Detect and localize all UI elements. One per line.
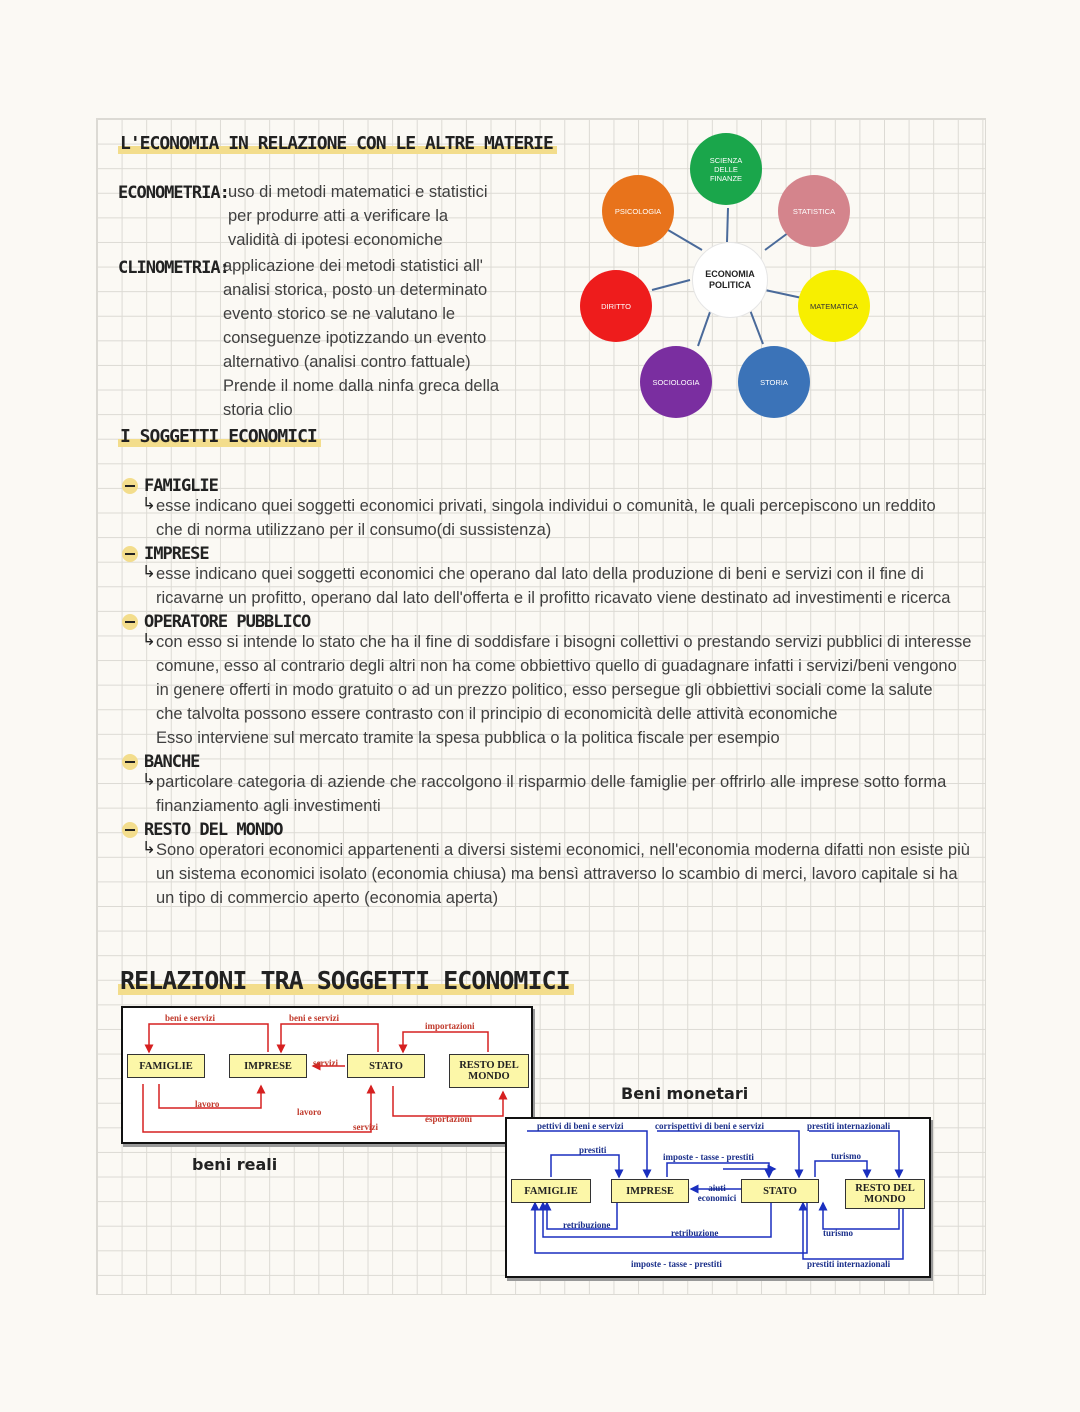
section-title-relations	[118, 133, 557, 154]
caption-beni-monetari: Beni monetari	[621, 1084, 749, 1103]
node-storia	[738, 346, 810, 418]
label-retribuzione: retribuzione	[563, 1220, 611, 1230]
label-lavoro: lavoro	[195, 1099, 220, 1109]
label-turismo: turismo	[823, 1228, 853, 1238]
list-item-imprese	[122, 544, 982, 610]
clinometria-line: applicazione dei metodi statistici all'	[223, 257, 483, 275]
clinometria-line: alternativo (analisi contro fattuale)	[223, 353, 471, 371]
list-item-resto-del-mondo	[122, 820, 982, 910]
box-famiglie: FAMIGLIE	[511, 1179, 591, 1203]
term-econometria: ECONOMETRIA:	[118, 183, 229, 203]
box-imprese: IMPRESE	[229, 1054, 307, 1078]
label-servizi: servizi	[353, 1122, 378, 1132]
node-diritto	[580, 270, 652, 342]
soggetti-list	[122, 476, 982, 910]
node-label: ECONOMIA POLITICA	[705, 269, 755, 290]
item-line: comune, esso al contrario degli altri non ha come obbiettivo quello di guadagnare infatti i servizi/beni vengono	[156, 657, 957, 675]
item-head: BANCHE	[144, 752, 200, 772]
section-title-soggetti	[118, 426, 321, 447]
clinometria-line: conseguenze ipotizzando un evento	[223, 329, 487, 347]
caption-beni-reali: beni reali	[192, 1155, 278, 1174]
econometria-line: per produrre atti a verificare la	[228, 207, 449, 225]
node-label: STATISTICA	[792, 206, 836, 216]
item-line: un tipo di commercio aperto (economia aperta)	[156, 889, 499, 907]
node-label: SOCIOLOGIA	[652, 377, 700, 387]
node-sociologia	[640, 346, 712, 418]
bullet-icon	[122, 822, 138, 838]
item-line: che talvolta possono essere contrasto con il principio di economicità delle attività economiche	[156, 705, 838, 723]
label-importazioni: importazioni	[425, 1021, 475, 1031]
clinometria-line: evento storico se ne valutano le	[223, 305, 456, 323]
item-head: IMPRESE	[144, 544, 209, 564]
label-aiuti-economici: aiuti economici	[697, 1183, 737, 1203]
label-prestiti: prestiti	[579, 1145, 607, 1155]
label-retribuzione: retribuzione	[671, 1228, 719, 1238]
box-stato: STATO	[347, 1054, 425, 1078]
node-label: STORIA	[760, 377, 788, 387]
label-beni-servizi: beni e servizi	[289, 1013, 339, 1023]
bullet-icon	[122, 614, 138, 630]
label-esportazioni: esportazioni	[425, 1114, 472, 1124]
box-resto-del-mondo	[449, 1054, 529, 1088]
bullet-icon	[122, 478, 138, 494]
label-imposte-tasse-prestiti: imposte - tasse - prestiti	[663, 1152, 754, 1162]
item-line: esse indicano quei soggetti economici privati, singola individui o comunità, le quali percepiscono un reddito	[156, 497, 936, 515]
clinometria-definition	[223, 254, 499, 422]
node-statistica	[778, 175, 850, 247]
label-prestiti-internazionali: prestiti internazionali	[807, 1121, 891, 1131]
section-title-text: L'ECONOMIA IN RELAZIONE CON LE ALTRE MATERIE	[118, 133, 557, 154]
box-resto-del-mondo	[845, 1179, 925, 1209]
clinometria-line: storia clio	[223, 401, 293, 419]
node-label: PSICOLOGIA	[614, 206, 662, 216]
clinometria-line: analisi storica, posto un determinato	[223, 281, 488, 299]
corner-arrow-icon: ↳	[142, 562, 156, 581]
box-imprese: IMPRESE	[611, 1179, 689, 1203]
corner-arrow-icon: ↳	[142, 770, 156, 789]
item-head: FAMIGLIE	[144, 476, 218, 496]
label-imposte-tasse-prestiti: imposte - tasse - prestiti	[631, 1259, 722, 1269]
section-title-text: I SOGGETTI ECONOMICI	[118, 426, 321, 447]
econometria-line: validità di ipotesi economiche	[228, 231, 443, 249]
item-line: con esso si intende lo stato che ha il fine di soddisfare i bisogni collettivi o prestando servizi pubblici di interesse	[156, 633, 972, 651]
corner-arrow-icon: ↳	[142, 494, 156, 513]
item-line: particolare categoria di aziende che raccolgono il risparmio delle famiglie per offrirlo alle imprese sotto forma	[156, 773, 947, 791]
label-servizi: servizi	[313, 1058, 338, 1068]
econometria-definition	[228, 180, 488, 252]
corner-arrow-icon: ↳	[142, 630, 156, 649]
item-line: Esso interviene sul mercato tramite la spesa pubblica o la politica fiscale per esempio	[156, 729, 780, 747]
box-label: RESTO DEL MONDO	[459, 1060, 519, 1082]
term-clinometria: CLINOMETRIA:	[118, 258, 229, 278]
item-line: ricavarne un profitto, operano dal lato dell'offerta e il profitto ricavato viene destinato ad investimenti e ricerca	[156, 589, 951, 607]
section-title-text: RELAZIONI TRA SOGGETTI ECONOMICI	[118, 966, 574, 995]
diagram-beni-reali	[121, 1006, 533, 1144]
clinometria-line: Prende il nome dalla ninfa greca della	[223, 377, 500, 395]
box-famiglie: FAMIGLIE	[127, 1054, 205, 1078]
corner-arrow-icon: ↳	[142, 838, 156, 857]
bullet-icon	[122, 546, 138, 562]
box-label: RESTO DEL MONDO	[855, 1183, 915, 1205]
label-corrispettivi: pettivi di beni e servizi	[537, 1121, 624, 1131]
label-prestiti-internazionali: prestiti internazionali	[807, 1259, 891, 1269]
section-title-relazioni	[118, 966, 574, 995]
econometria-line: uso di metodi matematici e statistici	[228, 183, 488, 201]
node-matematica	[798, 270, 870, 342]
item-head: OPERATORE PUBBLICO	[144, 612, 311, 632]
item-line: finanziamento agli investimenti	[156, 797, 381, 815]
label-beni-servizi: beni e servizi	[165, 1013, 215, 1023]
bullet-icon	[122, 754, 138, 770]
node-center-economia-politica	[692, 242, 768, 318]
item-line: Sono operatori economici appartenenti a diversi sistemi economici, nell'economia moderna difatti non esiste più	[156, 841, 970, 859]
list-item-banche	[122, 752, 982, 818]
list-item-operatore-pubblico	[122, 612, 982, 750]
label-lavoro: lavoro	[297, 1107, 322, 1117]
label-turismo: turismo	[831, 1151, 861, 1161]
item-line: un sistema economici isolato (economia chiusa) ma bensì attraverso lo scambio di merci, lavoro capitale si ha	[156, 865, 958, 883]
diagram-beni-monetari	[505, 1117, 931, 1278]
list-item-famiglie	[122, 476, 982, 542]
node-label: DIRITTO	[601, 301, 631, 311]
node-label: MATEMATICA	[809, 301, 859, 311]
label-corrispettivi: corrispettivi di beni e servizi	[655, 1121, 764, 1131]
box-stato: STATO	[741, 1179, 819, 1203]
item-line: che di norma utilizzano per il consumo(di sussistenza)	[156, 521, 552, 539]
item-line: in genere offerti in modo gratuito o ad un prezzo politico, esso persegue gli obbiettivi sociali come la salute	[156, 681, 933, 699]
node-scienza-finanze	[690, 133, 762, 205]
item-line: esse indicano quei soggetti economici che operano dal lato della produzione di beni e servizi con il fine di	[156, 565, 924, 583]
node-psicologia	[602, 175, 674, 247]
node-label: SCIENZA DELLE FINANZE	[709, 155, 743, 183]
item-head: RESTO DEL MONDO	[144, 820, 283, 840]
